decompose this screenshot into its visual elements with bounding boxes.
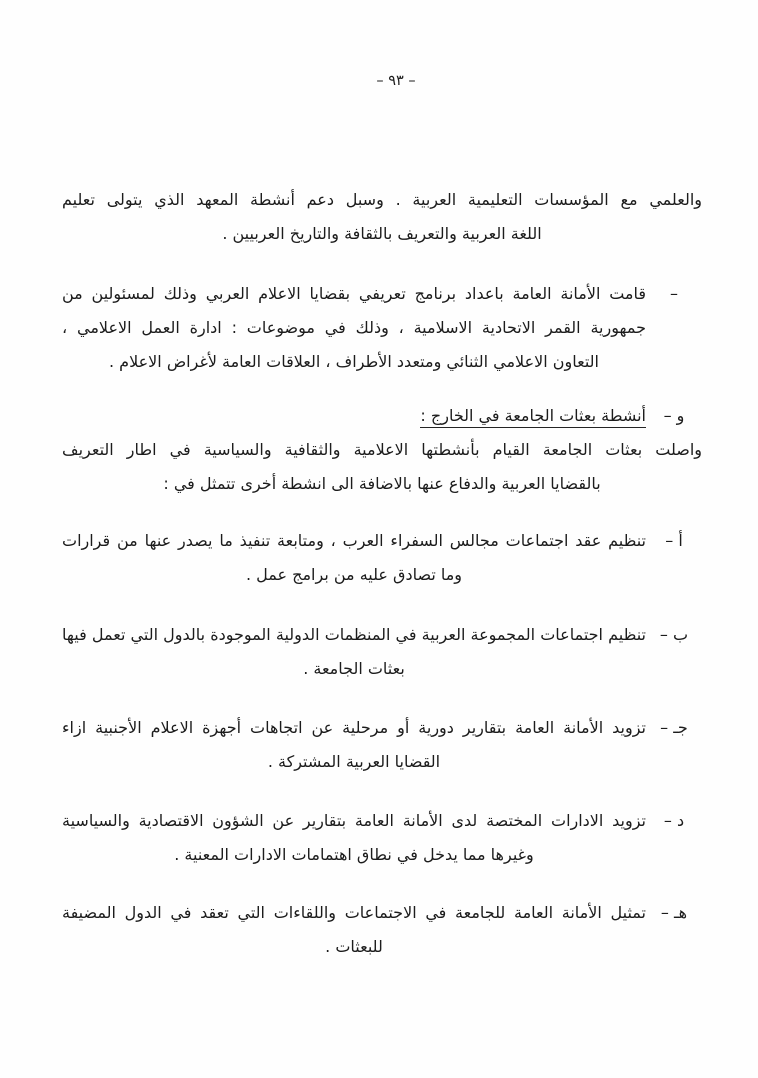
item-content [62,524,646,592]
text-line: تمثيل الأمانة العامة للجامعة في الاجتماعات واللقاءات التي تعقد في الدول المضيفة [62,903,646,922]
list-item-alef [62,524,702,592]
text-line: القضايا العربية المشتركة . [267,752,441,771]
text-line: اللغة العربية والتعريف بالثقافة والتاريخ العربيين . [222,224,542,243]
item-content [62,277,646,379]
text-line: للبعثات . [325,937,383,956]
text-line: بعثات الجامعة . [303,659,405,678]
text-line: وما تصادق عليه من برامج عمل . [245,565,463,584]
text-line: بالقضايا العربية والدفاع عنها بالاضافة الى انشطة أخرى تتمثل في : [163,474,601,493]
text-line: قامت الأمانة العامة باعداد برنامج تعريفي بقضايا الاعلام العربي وذلك لمسئولين من [62,284,646,303]
text-line: التعاون الاعلامي الثنائي ومتعدد الأطراف ، العلاقات العامة لأغراض الاعلام . [109,352,599,371]
list-item-dal [62,804,702,872]
item-marker-jeem: جـ – [660,718,688,737]
text-line: تنظيم عقد اجتماعات مجالس السفراء العرب ، ومتابعة تنفيذ ما يصدر عنها من قرارات [62,531,646,550]
section-missions-abroad [62,399,702,501]
list-item-ba [62,618,702,686]
page-number: – ٩٣ – [376,73,416,89]
text-line: والعلمي مع المؤسسات التعليمية العربية . وسبل دعم أنشطة المعهد الذي يتولى تعليم [62,190,702,209]
item-content [62,896,646,964]
item-marker-ba: ب – [659,625,689,644]
item-marker-dash: – [670,284,678,303]
item-marker-ha: هـ – [660,903,688,922]
item-marker-waw: و – [663,406,685,425]
text-line: تزويد الادارات المختصة لدى الأمانة العامة بتقارير عن الشؤون الاقتصادية والسياسية [62,811,646,830]
list-item-dash [62,277,702,379]
list-item-ha [62,896,702,964]
item-content [62,804,646,872]
item-content [62,618,646,686]
section-heading: أنشطة بعثات الجامعة في الخارج : [420,406,646,428]
item-marker-dal: د – [663,811,685,830]
list-item-jeem [62,711,702,779]
text-line: تنظيم اجتماعات المجموعة العربية في المنظمات الدولية الموجودة بالدول التي تعمل فيها [62,625,646,644]
item-content [62,711,646,779]
item-marker-alef: أ – [665,531,683,550]
text-line: جمهورية القمر الاتحادية الاسلامية ، وذلك في موضوعات : ادارة العمل الاعلامي ، [62,318,646,337]
text-line: واصلت بعثات الجامعة القيام بأنشطتها الاعلامية والثقافية والسياسية في اطار التعريف [62,440,702,459]
item-content [62,399,646,433]
text-line: وغيرها مما يدخل في نطاق اهتمامات الادارات المعنية . [174,845,534,864]
text-line [62,399,646,433]
paragraph-intro [62,183,702,251]
text-line: تزويد الأمانة العامة بتقارير دورية أو مرحلية عن اتجاهات أجهزة الاعلام الأجنبية ازاء [62,718,646,737]
